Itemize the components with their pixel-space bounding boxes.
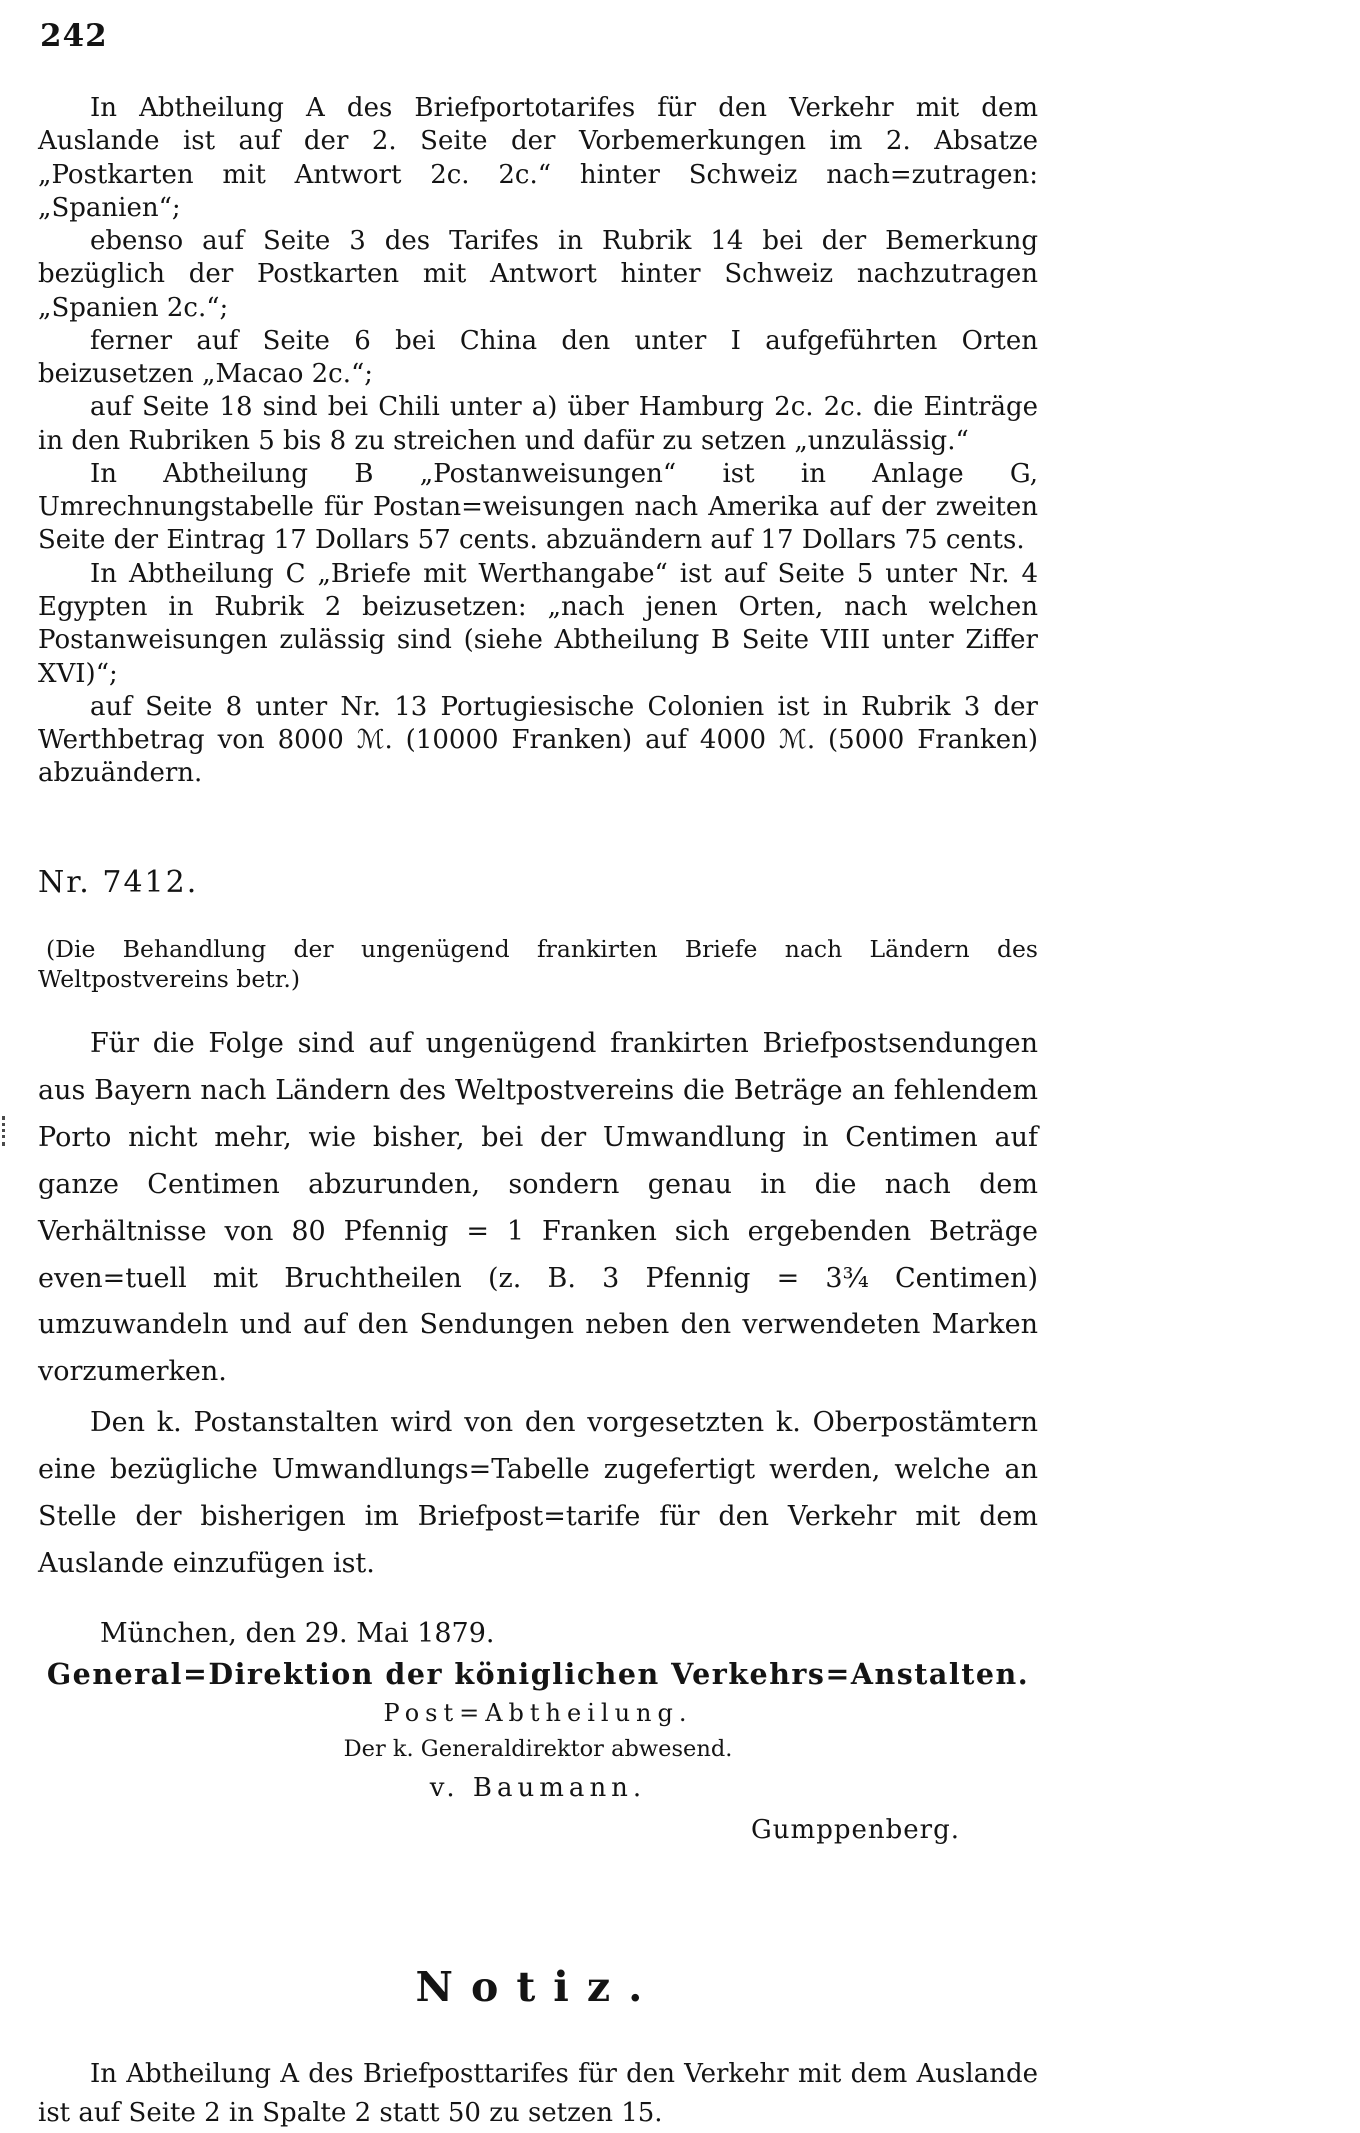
scan-artifact-dots — [2, 1116, 5, 1146]
amendment-paragraph-4: auf Seite 18 sind bei Chili unter a) über Hamburg 2c. 2c. die Einträge in den Rubriken 5 bis 8 zu streichen und dafür zu setzen „unzulässig.“ — [38, 392, 1038, 456]
text-column — [38, 92, 1038, 2133]
decree-7412-section — [38, 865, 1038, 1846]
signature-organization: General=Direktion der königlichen Verkehrs=Anstalten. — [46, 1657, 1030, 1692]
signature-countersigner: Gumppenberg. — [751, 1815, 960, 1846]
signature-absence-note: Der k. Generaldirektor abwesend. — [343, 1736, 733, 1763]
amendment-paragraph-5: In Abtheilung B „Postanweisungen“ ist in Anlage G, Umrechnungstabelle für Postan=weisungen nach Amerika auf der zweiten Seite der Eintrag 17 Dollars 57 cents. abzuändern auf 17 Dollars 75 cents. — [38, 458, 1038, 556]
notiz-section — [38, 1963, 1038, 2133]
tariff-amendments-section — [38, 92, 1038, 791]
dateline: München, den 29. Mai 1879. — [100, 1618, 495, 1650]
notiz-heading: Notiz. — [415, 1963, 661, 2012]
amendment-paragraph-6: In Abtheilung C „Briefe mit Werthangabe“ ist auf Seite 5 unter Nr. 4 Egypten in Rubrik 2 beizusetzen: „nach jenen Orten, nach welchen Postanweisungen zulässig sind (siehe Abtheilung B Seite VIII unter Ziffer XVI)“; — [38, 558, 1038, 689]
decree-number-heading: Nr. 7412. — [38, 864, 199, 900]
notiz-paragraph: In Abtheilung A des Briefposttarifes für den Verkehr mit dem Auslande ist auf Seite 2 in Spalte 2 statt 50 zu setzen 15. — [38, 2059, 1038, 2129]
signature-block — [38, 1657, 1038, 1845]
page-number: 242 — [40, 18, 108, 54]
signature-signer: v. Baumann. — [429, 1773, 647, 1804]
decree-subject-line: (Die Behandlung der ungenügend frankirten Briefe nach Ländern des Weltpostvereins betr.) — [38, 934, 1038, 994]
amendment-paragraph-2: ebenso auf Seite 3 des Tarifes in Rubrik 14 bei der Bemerkung bezüglich der Postkarten mit Antwort hinter Schweiz nachzutragen „Spanien 2c.“; — [38, 226, 1038, 323]
signature-department: Post=Abtheilung. — [383, 1699, 693, 1728]
decree-paragraph-1: Für die Folge sind auf ungenügend frankirten Briefpostsendungen aus Bayern nach Ländern des Weltpostvereins die Beträge an fehlendem Porto nicht mehr, wie bisher, bei der Umwandlung in Centimen auf ganze Centimen abzurunden, sondern genau in die nach dem Verhältnisse von 80 Pfennig = 1 Franken sich ergebenden Beträge even=tuell mit Bruchtheilen (z. B. 3 Pfennig = 3¾ Centimen) umzuwandeln und auf den Sendungen neben den verwendeten Marken vorzumerken. — [38, 1027, 1038, 1388]
amendment-paragraph-3: ferner auf Seite 6 bei China den unter I aufgeführten Orten beizusetzen „Macao 2c.“; — [38, 325, 1038, 390]
amendment-paragraph-7: auf Seite 8 unter Nr. 13 Portugiesische Colonien ist in Rubrik 3 der Werthbetrag von 8000 ℳ. (10000 Franken) auf 4000 ℳ. (5000 Franken) abzuändern. — [38, 691, 1038, 789]
decree-paragraph-2: Den k. Postanstalten wird von den vorgesetzten k. Oberpostämtern eine bezügliche Umwandlungs=Tabelle zugefertigt werden, welche an Stelle der bisherigen im Briefpost=tarife für den Verkehr mit dem Auslande einzufügen ist. — [38, 1407, 1038, 1580]
amendment-paragraph-1: In Abtheilung A des Briefportotarifes für den Verkehr mit dem Auslande ist auf der 2. Seite der Vorbemerkungen im 2. Absatze „Postkarten mit Antwort 2c. 2c.“ hinter Schweiz nach=zutragen: „Spanien“; — [38, 93, 1038, 223]
